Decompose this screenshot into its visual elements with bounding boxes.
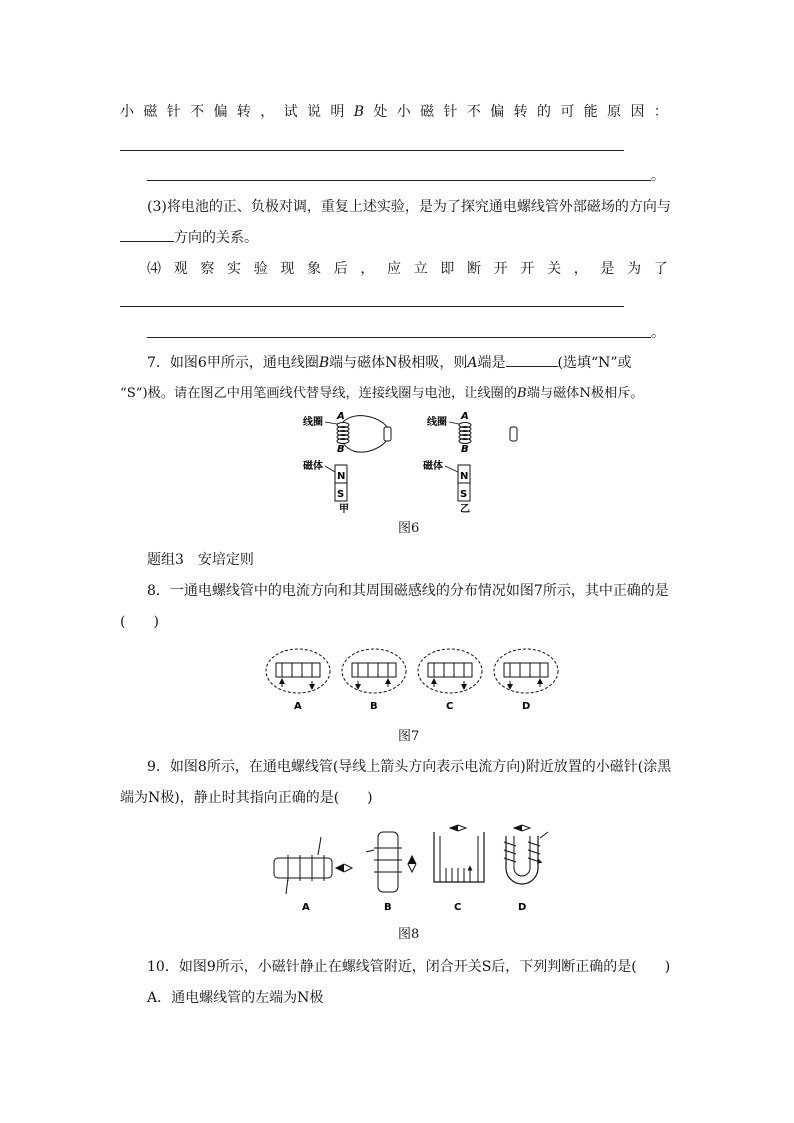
- fig7-option-d[interactable]: [494, 649, 558, 712]
- svg-text:C: C: [454, 902, 462, 913]
- figure-6: [295, 405, 535, 515]
- svg-text:B: B: [384, 902, 392, 913]
- q8-line2: ( ): [120, 614, 159, 630]
- label-yi: 乙: [460, 504, 470, 515]
- q10-option-a[interactable]: A．通电螺线管的左端为N极: [147, 990, 324, 1006]
- coil-end-a: A: [337, 411, 345, 422]
- q10-line1: 10．如图9所示，小磁针静止在螺线管附近，闭合开关S后，下列判断正确的是( ): [147, 959, 671, 975]
- fig8-option-c[interactable]: [434, 825, 484, 913]
- svg-text:N: N: [337, 471, 346, 482]
- answer-line[interactable]: [120, 150, 624, 151]
- fig7-option-c[interactable]: [418, 649, 482, 712]
- q6-part3-cont: 方向的关系。: [120, 229, 258, 247]
- magnet-label: 磁体: [303, 461, 323, 472]
- section-heading: 题组3 安培定则: [147, 552, 254, 568]
- fig6-jia: [303, 411, 391, 515]
- svg-text:B: B: [461, 444, 469, 455]
- coil-end-b: B: [337, 444, 345, 455]
- svg-text:A: A: [302, 902, 310, 913]
- fill-blank[interactable]: [120, 241, 174, 242]
- svg-text:A: A: [461, 411, 469, 422]
- fig7-option-a[interactable]: [266, 649, 330, 712]
- svg-text:D: D: [522, 701, 531, 712]
- q9-line1: 9．如图8所示，在通电螺线管(导线上箭头方向表示电流方向)附近放置的小磁针(涂黑: [147, 759, 672, 775]
- svg-text:S: S: [337, 489, 345, 500]
- fill-blank[interactable]: [506, 366, 558, 367]
- coil-label: 线圈: [303, 417, 323, 428]
- wire: [343, 416, 387, 452]
- label-jia: 甲: [339, 504, 349, 515]
- magnet-label: 磁体: [423, 461, 443, 472]
- answer-line[interactable]: [147, 337, 651, 338]
- q6-part3: (3)将电池的正、负极对调，重复上述实验，是为了探究通电螺线管外部磁场的方向与: [147, 199, 671, 215]
- q9-line2: 端为N极)，静止时其指向正确的是( ): [120, 790, 373, 806]
- q7-line1: 7．如图6甲所示，通电线圈B端与磁体N极相吸，则A端是 (选填“N”或: [147, 355, 632, 371]
- figure-8: [266, 822, 566, 914]
- fig7-option-b[interactable]: [342, 649, 406, 712]
- figure-8-caption: 图8: [398, 927, 420, 942]
- svg-text:C: C: [446, 701, 454, 712]
- answer-line[interactable]: [120, 306, 624, 307]
- battery-icon: [384, 427, 391, 441]
- fig6-yi: [423, 411, 517, 515]
- coil-label: 线圈: [427, 417, 447, 428]
- fig8-option-b[interactable]: [366, 832, 416, 913]
- figure-7: [262, 645, 562, 715]
- q6-part4: ⑷ 观 察 实 验 现 象 后 ， 应 立 即 断 开 开 关 ， 是 为 了: [147, 261, 668, 277]
- svg-text:N: N: [460, 471, 469, 482]
- figure-6-caption: 图6: [398, 521, 420, 536]
- svg-text:S: S: [460, 489, 468, 500]
- period: 。: [651, 325, 665, 341]
- answer-line[interactable]: [147, 180, 651, 181]
- coil-icon: [337, 423, 349, 444]
- q6-line1: 小 磁 针 不 偏 转 ， 试 说 明 B 处 小 磁 针 不 偏 转 的 可 能 原 因 ：: [120, 104, 668, 120]
- svg-text:A: A: [294, 701, 302, 712]
- fig8-option-a[interactable]: [274, 837, 352, 913]
- q8-line1: 8．一通电螺线管中的电流方向和其周围磁感线的分布情况如图7所示，其中正确的是: [147, 583, 669, 599]
- figure-7-caption: 图7: [398, 729, 420, 744]
- period: 。: [651, 168, 665, 184]
- q7-line2: “S”)极。请在图乙中用笔画线代替导线，连接线圈与电池，让线圈的B端与磁体N极相斥。: [120, 386, 644, 401]
- fig8-option-d[interactable]: [504, 825, 548, 913]
- svg-text:B: B: [370, 701, 378, 712]
- coil-icon: [459, 423, 471, 444]
- battery-icon: [510, 427, 517, 441]
- svg-text:D: D: [518, 902, 527, 913]
